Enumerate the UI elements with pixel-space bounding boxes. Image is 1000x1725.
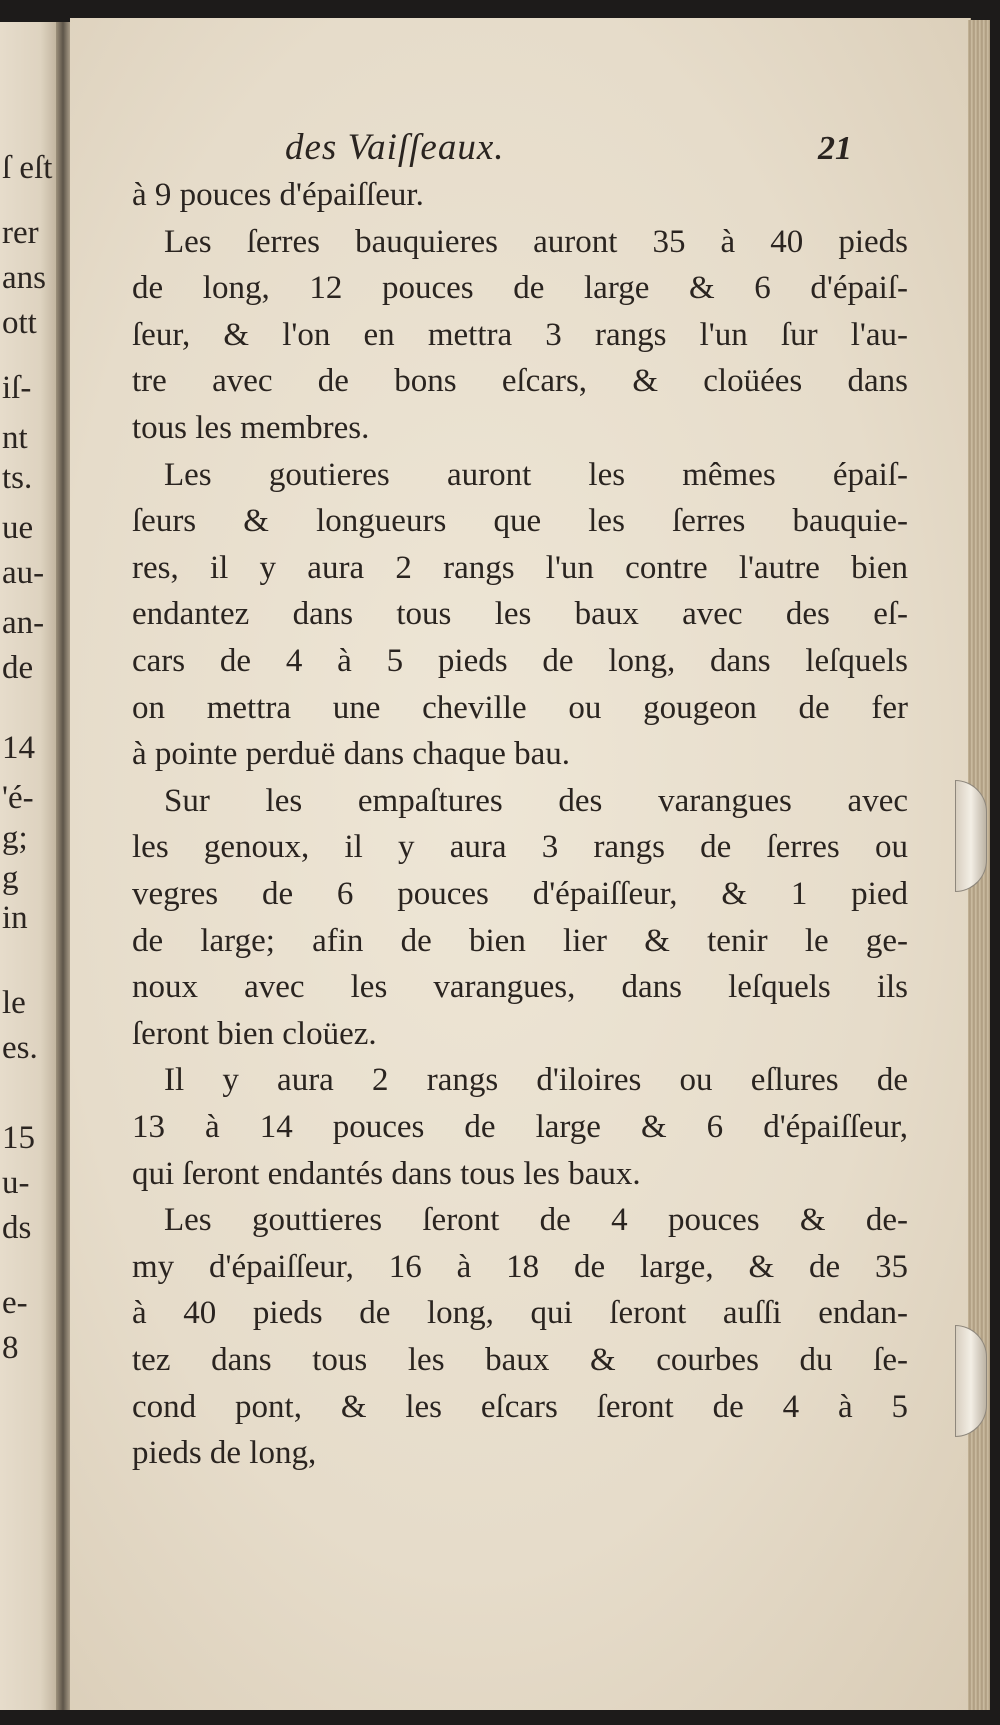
text-line: Il y aura 2 rangs d'iloires ou eſlures de bbox=[164, 1062, 908, 1099]
text-line: ſeurs & longueurs que les ſerres bauquie- bbox=[132, 503, 908, 540]
text-line: tous les membres. bbox=[132, 410, 370, 446]
text-line: les genoux, il y aura 3 rangs de ſerres ou bbox=[132, 829, 908, 866]
text-line: de large; afin de bien lier & tenir le ge- bbox=[132, 922, 908, 959]
previous-page-fragment: ott bbox=[2, 305, 37, 341]
previous-page-fragment: de bbox=[2, 650, 34, 686]
text-line: tre avec de bons eſcars, & cloüées dans bbox=[132, 363, 908, 400]
previous-page-strip bbox=[0, 22, 58, 1710]
previous-page-fragment: ſ eſt bbox=[2, 150, 53, 186]
previous-page-fragment: es. bbox=[2, 1030, 38, 1066]
text-line: Les ſerres bauquieres auront 35 à 40 pieds bbox=[164, 223, 908, 260]
previous-page-fragment: ans bbox=[2, 260, 46, 296]
running-head: des Vaiſſeaux. bbox=[285, 127, 505, 168]
previous-page-fragment: 'é- bbox=[2, 780, 34, 816]
text-line: ſeur, & l'on en mettra 3 rangs l'un ſur l'au- bbox=[132, 316, 908, 353]
previous-page-fragment: 8 bbox=[2, 1330, 19, 1366]
previous-page-fragment: g bbox=[2, 860, 19, 896]
previous-page-fragment: e- bbox=[2, 1285, 28, 1321]
text-line: my d'épaiſſeur, 16 à 18 de large, & de 35 bbox=[132, 1248, 908, 1285]
page-clip-upper bbox=[955, 780, 987, 892]
text-line: à 40 pieds de long, qui ſeront auſſi endan- bbox=[132, 1295, 908, 1332]
book-gutter bbox=[56, 22, 70, 1710]
previous-page-fragment: u- bbox=[2, 1165, 30, 1201]
text-line: Les gouttieres ſeront de 4 pouces & de- bbox=[164, 1202, 908, 1239]
previous-page-fragment: ds bbox=[2, 1210, 32, 1246]
text-line: cond pont, & les eſcars ſeront de 4 à 5 bbox=[132, 1388, 908, 1425]
text-line: tez dans tous les baux & courbes du ſe- bbox=[132, 1342, 908, 1378]
page-number: 21 bbox=[818, 130, 852, 167]
text-line: 13 à 14 pouces de large & 6 d'épaiſſeur, bbox=[132, 1109, 908, 1145]
previous-page-fragment: iſ- bbox=[2, 370, 32, 406]
text-line: res, il y aura 2 rangs l'un contre l'autre bien bbox=[132, 549, 908, 586]
text-line: vegres de 6 pouces d'épaiſſeur, & 1 pied bbox=[132, 876, 908, 912]
text-line: qui ſeront endantés dans tous les baux. bbox=[132, 1155, 641, 1192]
previous-page-fragment: au- bbox=[2, 555, 45, 591]
previous-page-fragment: 15 bbox=[2, 1120, 35, 1156]
text-line: pieds de long, bbox=[132, 1435, 317, 1472]
previous-page-fragment: 14 bbox=[2, 730, 35, 766]
previous-page-fragment: ue bbox=[2, 510, 34, 546]
text-line: Sur les empaſtures des varangues avec bbox=[164, 782, 908, 819]
text-line: de long, 12 pouces de large & 6 d'épaiſ- bbox=[132, 270, 908, 307]
page-clip-lower bbox=[955, 1325, 987, 1437]
text-line: noux avec les varangues, dans leſquels ils bbox=[132, 969, 908, 1006]
previous-page-fragment: le bbox=[2, 985, 26, 1021]
previous-page-fragment: nt bbox=[2, 420, 28, 456]
text-line: cars de 4 à 5 pieds de long, dans leſquels bbox=[132, 643, 908, 679]
previous-page-fragment: g; bbox=[2, 820, 28, 856]
text-line: ſeront bien cloüez. bbox=[132, 1015, 377, 1052]
text-line: à 9 pouces d'épaiſſeur. bbox=[132, 177, 424, 213]
text-line: on mettra une cheville ou gougeon de fer bbox=[132, 689, 908, 726]
previous-page-fragment: in bbox=[2, 900, 28, 936]
text-line: Les goutieres auront les mêmes épaiſ- bbox=[164, 456, 908, 493]
previous-page-fragment: an- bbox=[2, 605, 45, 641]
book-page bbox=[70, 18, 971, 1710]
previous-page-fragment: ts. bbox=[2, 460, 33, 496]
text-line: à pointe perduë dans chaque bau. bbox=[132, 736, 570, 773]
text-line: endantez dans tous les baux avec des eſ- bbox=[132, 596, 908, 633]
previous-page-fragment: rer bbox=[2, 215, 39, 251]
